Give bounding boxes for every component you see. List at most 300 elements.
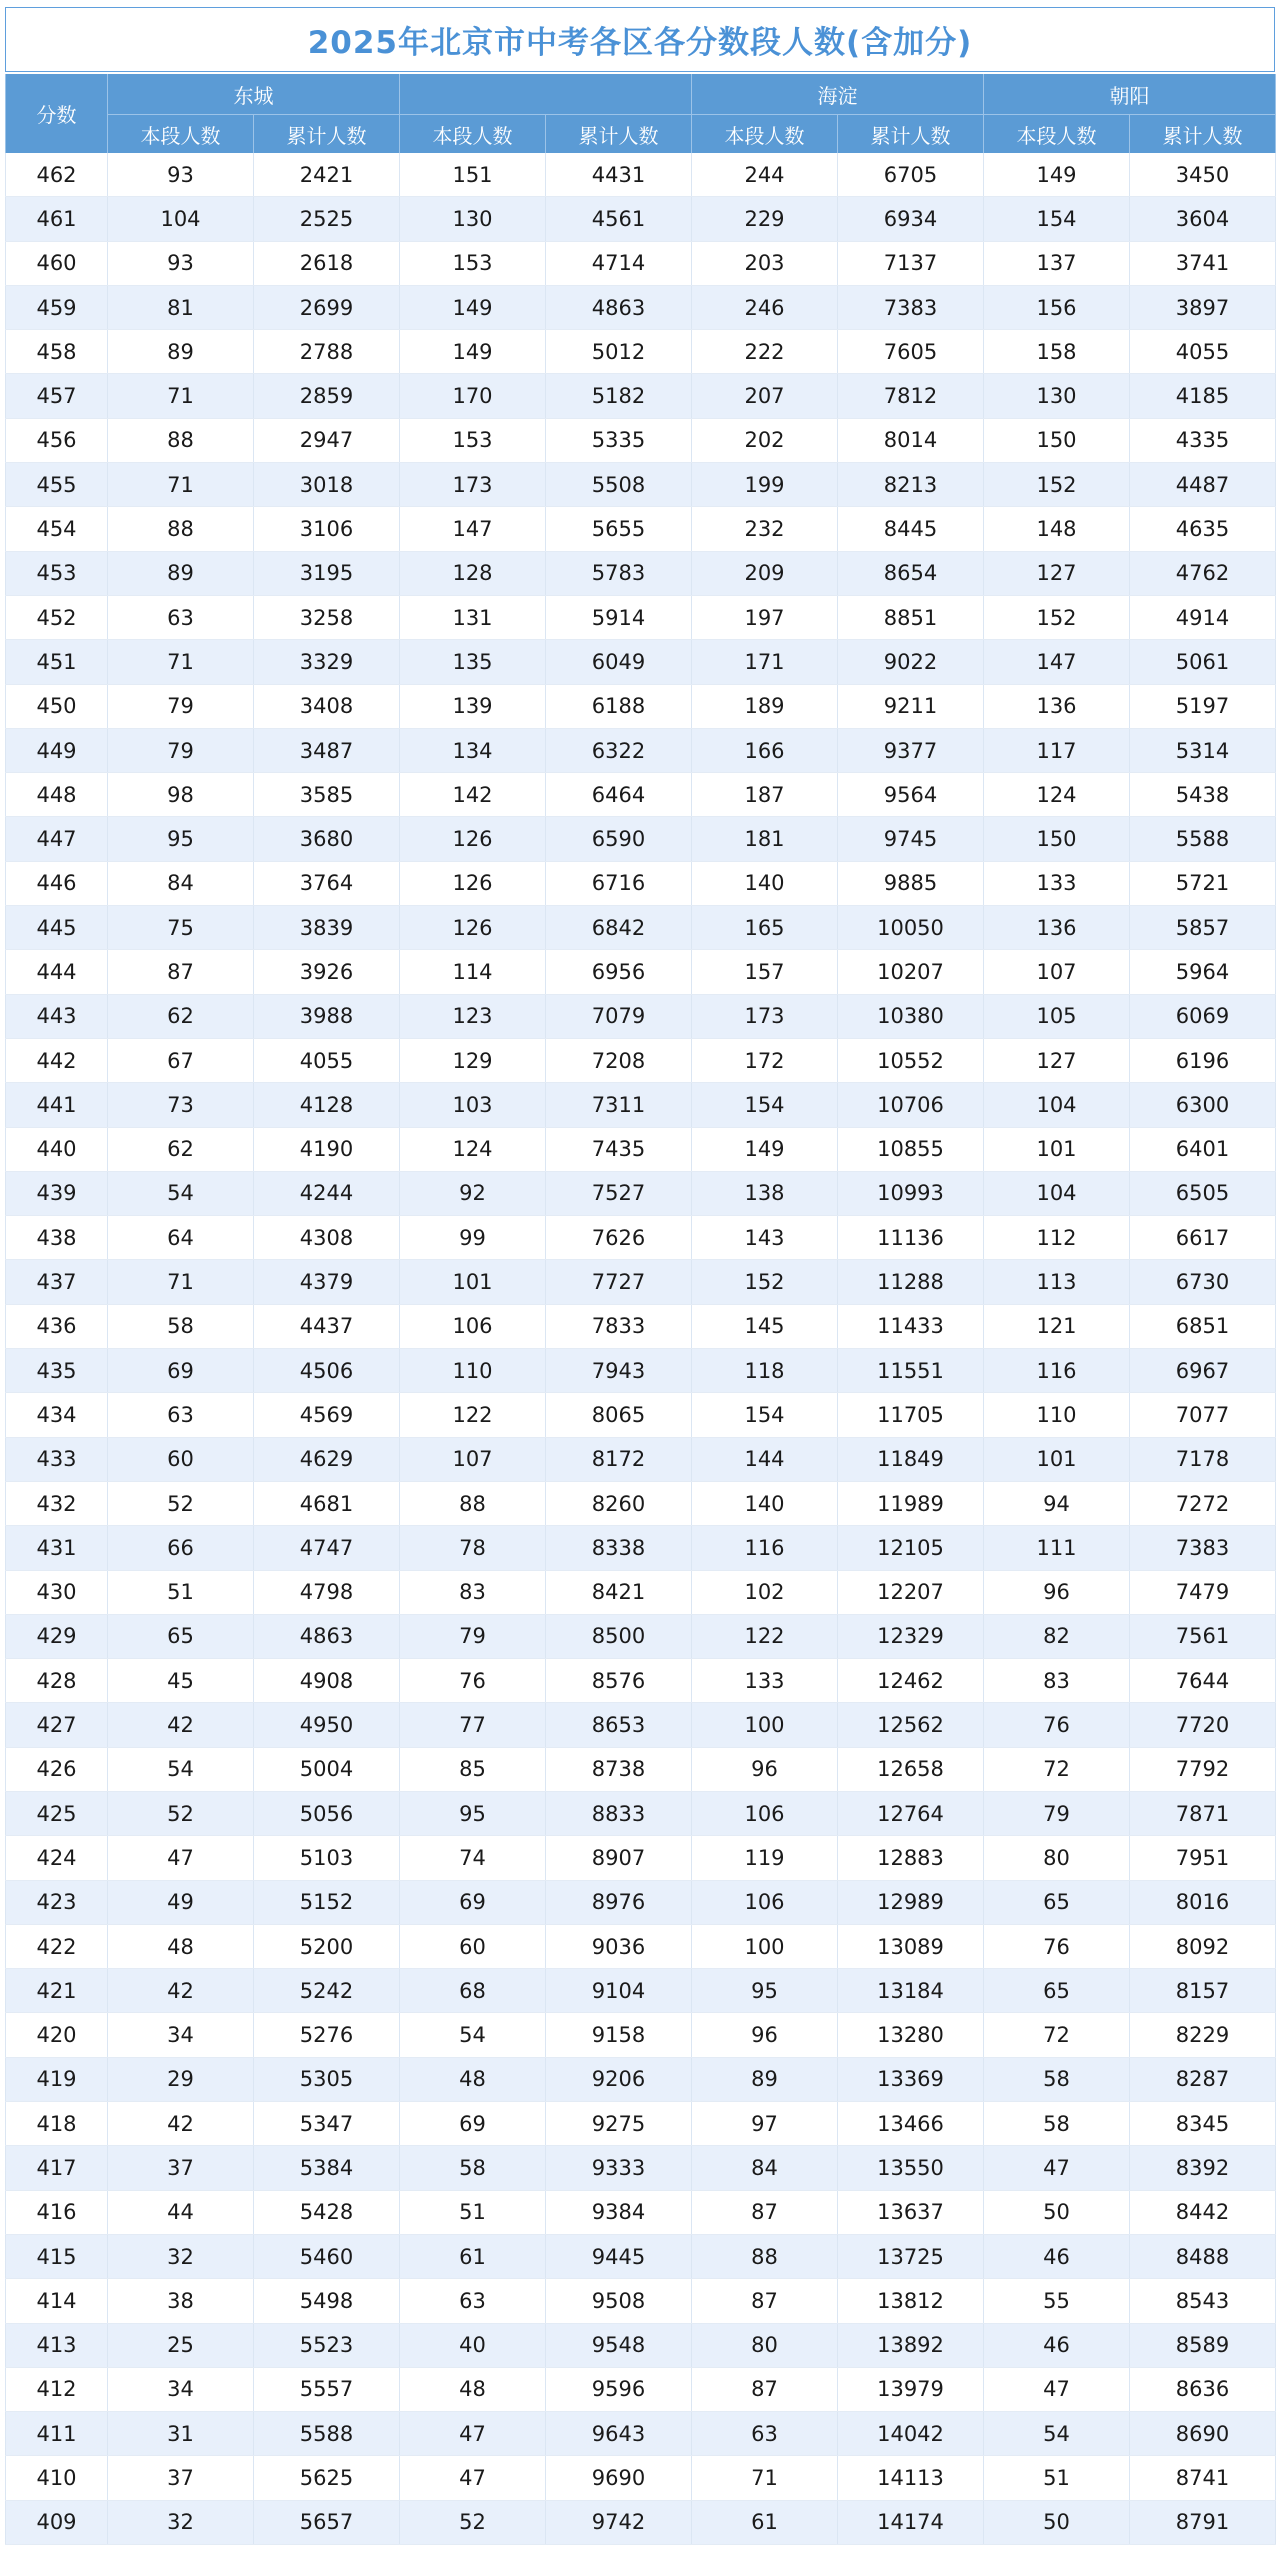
- district2-segment-cell: 103: [400, 1083, 546, 1127]
- district2-cumulative-cell: 6049: [546, 640, 692, 684]
- district2-cumulative-cell: 8065: [546, 1393, 692, 1437]
- score-cell: 413: [6, 2323, 108, 2367]
- table-row: [6, 1880, 1276, 1924]
- table-row: [6, 1437, 1276, 1481]
- chaoyang-cumulative-cell: 3897: [1130, 285, 1276, 329]
- district2-cumulative-cell: 6590: [546, 817, 692, 861]
- haidian-cumulative-cell: 12764: [838, 1791, 984, 1835]
- dongcheng-segment-cell: 52: [108, 1481, 254, 1525]
- chaoyang-segment-cell: 158: [984, 330, 1130, 374]
- district2-cumulative-cell: 7527: [546, 1171, 692, 1215]
- table-row: [6, 2367, 1276, 2411]
- district2-cumulative-cell: 9643: [546, 2412, 692, 2456]
- score-cell: 422: [6, 1924, 108, 1968]
- chaoyang-segment-cell: 76: [984, 1924, 1130, 1968]
- chaoyang-segment-cell: 50: [984, 2500, 1130, 2544]
- score-cell: 428: [6, 1659, 108, 1703]
- dongcheng-segment-cell: 52: [108, 1791, 254, 1835]
- chaoyang-segment-cell: 112: [984, 1216, 1130, 1260]
- dongcheng-cumulative-cell: 4244: [254, 1171, 400, 1215]
- district2-cumulative-cell: 9596: [546, 2367, 692, 2411]
- haidian-segment-cell: 80: [692, 2323, 838, 2367]
- table-row: [6, 374, 1276, 418]
- dongcheng-cumulative-cell: 2859: [254, 374, 400, 418]
- dongcheng-cumulative-cell: 5498: [254, 2279, 400, 2323]
- haidian-segment-cell: 171: [692, 640, 838, 684]
- score-cell: 461: [6, 197, 108, 241]
- chaoyang-segment-cell: 152: [984, 463, 1130, 507]
- dongcheng-cumulative-cell: 4629: [254, 1437, 400, 1481]
- haidian-cumulative-cell: 10993: [838, 1171, 984, 1215]
- haidian-cumulative-cell: 11433: [838, 1304, 984, 1348]
- chaoyang-cumulative-cell: 6730: [1130, 1260, 1276, 1304]
- score-cell: 458: [6, 330, 108, 374]
- table-row: [6, 285, 1276, 329]
- dongcheng-cumulative-cell: 2699: [254, 285, 400, 329]
- chaoyang-cumulative-cell: 8690: [1130, 2412, 1276, 2456]
- haidian-cumulative-cell: 11989: [838, 1481, 984, 1525]
- chaoyang-segment-cell: 80: [984, 1836, 1130, 1880]
- district2-cumulative-cell: 9508: [546, 2279, 692, 2323]
- table-row: [6, 1791, 1276, 1835]
- haidian-cumulative-cell: 12562: [838, 1703, 984, 1747]
- haidian-segment-cell: 154: [692, 1393, 838, 1437]
- dongcheng-cumulative-cell: 5384: [254, 2146, 400, 2190]
- dongcheng-segment-cell: 63: [108, 595, 254, 639]
- haidian-cumulative-cell: 10706: [838, 1083, 984, 1127]
- chaoyang-cumulative-cell: 4914: [1130, 595, 1276, 639]
- district2-cumulative-cell: 8172: [546, 1437, 692, 1481]
- dongcheng-cumulative-cell: 5588: [254, 2412, 400, 2456]
- chaoyang-segment-cell: 101: [984, 1127, 1130, 1171]
- haidian-segment-cell: 87: [692, 2279, 838, 2323]
- dongcheng-segment-cell: 65: [108, 1614, 254, 1658]
- dongcheng-segment-cell: 69: [108, 1349, 254, 1393]
- dongcheng-cumulative-cell: 2788: [254, 330, 400, 374]
- haidian-segment-cell: 154: [692, 1083, 838, 1127]
- dongcheng-segment-cell: 71: [108, 640, 254, 684]
- chaoyang-cumulative-cell: 8392: [1130, 2146, 1276, 2190]
- table-row: [6, 551, 1276, 595]
- district2-cumulative-cell: 8833: [546, 1791, 692, 1835]
- chaoyang-segment-cell: 121: [984, 1304, 1130, 1348]
- dongcheng-segment-cell: 38: [108, 2279, 254, 2323]
- haidian-segment-cell: 140: [692, 1481, 838, 1525]
- haidian-segment-cell: 96: [692, 1747, 838, 1791]
- chaoyang-cumulative-cell: 6069: [1130, 994, 1276, 1038]
- haidian-cumulative-cell: 14042: [838, 2412, 984, 2456]
- dongcheng-segment-cell: 64: [108, 1216, 254, 1260]
- district2-cumulative-cell: 4714: [546, 241, 692, 285]
- chaoyang-cumulative-cell: 6196: [1130, 1038, 1276, 1082]
- chaoyang-cumulative-cell: 6967: [1130, 1349, 1276, 1393]
- chaoyang-cumulative-cell: 8589: [1130, 2323, 1276, 2367]
- dongcheng-cumulative-cell: 4437: [254, 1304, 400, 1348]
- chaoyang-segment-cell: 150: [984, 418, 1130, 462]
- district2-segment-cell: 139: [400, 684, 546, 728]
- chaoyang-segment-cell: 105: [984, 994, 1130, 1038]
- district2-cumulative-cell: 9206: [546, 2057, 692, 2101]
- haidian-cumulative-cell: 13550: [838, 2146, 984, 2190]
- table-row: [6, 994, 1276, 1038]
- dongcheng-segment-cell: 66: [108, 1526, 254, 1570]
- chaoyang-segment-cell: 133: [984, 861, 1130, 905]
- dongcheng-cumulative-cell: 2947: [254, 418, 400, 462]
- chaoyang-segment-cell: 54: [984, 2412, 1130, 2456]
- dongcheng-segment-cell: 29: [108, 2057, 254, 2101]
- dongcheng-cumulative-cell: 4055: [254, 1038, 400, 1082]
- district2-cumulative-cell: 5783: [546, 551, 692, 595]
- haidian-cumulative-cell: 9377: [838, 728, 984, 772]
- chaoyang-cumulative-cell: 5314: [1130, 728, 1276, 772]
- table-row: [6, 1083, 1276, 1127]
- chaoyang-cumulative-cell: 8345: [1130, 2102, 1276, 2146]
- chaoyang-cumulative-cell: 7871: [1130, 1791, 1276, 1835]
- haidian-cumulative-cell: 12883: [838, 1836, 984, 1880]
- haidian-segment-cell: 207: [692, 374, 838, 418]
- dongcheng-segment-cell: 67: [108, 1038, 254, 1082]
- score-cell: 425: [6, 1791, 108, 1835]
- district2-segment-cell: 74: [400, 1836, 546, 1880]
- score-cell: 411: [6, 2412, 108, 2456]
- haidian-cumulative-cell: 7812: [838, 374, 984, 418]
- haidian-cumulative-cell: 12329: [838, 1614, 984, 1658]
- table-row: [6, 2456, 1276, 2500]
- dongcheng-segment-cell: 42: [108, 1969, 254, 2013]
- dongcheng-cumulative-cell: 5347: [254, 2102, 400, 2146]
- dongcheng-segment-cell: 25: [108, 2323, 254, 2367]
- chaoyang-cumulative-cell: 8016: [1130, 1880, 1276, 1924]
- chaoyang-segment-cell: 82: [984, 1614, 1130, 1658]
- dongcheng-segment-cell: 71: [108, 463, 254, 507]
- haidian-cumulative-cell: 11705: [838, 1393, 984, 1437]
- sub-header-cumulative-count: 累计人数: [1130, 115, 1276, 154]
- district2-cumulative-cell: 8260: [546, 1481, 692, 1525]
- district2-segment-cell: 107: [400, 1437, 546, 1481]
- table-row: [6, 595, 1276, 639]
- sub-header-cumulative-count: 累计人数: [546, 115, 692, 154]
- dongcheng-cumulative-cell: 2618: [254, 241, 400, 285]
- dongcheng-segment-cell: 62: [108, 1127, 254, 1171]
- district2-segment-cell: 101: [400, 1260, 546, 1304]
- haidian-cumulative-cell: 11551: [838, 1349, 984, 1393]
- district2-segment-cell: 40: [400, 2323, 546, 2367]
- dongcheng-segment-cell: 44: [108, 2190, 254, 2234]
- district2-cumulative-cell: 4561: [546, 197, 692, 241]
- dongcheng-cumulative-cell: 3585: [254, 773, 400, 817]
- dongcheng-cumulative-cell: 3106: [254, 507, 400, 551]
- table-row: [6, 2013, 1276, 2057]
- district2-cumulative-cell: 6956: [546, 950, 692, 994]
- score-cell: 416: [6, 2190, 108, 2234]
- table-row: [6, 1393, 1276, 1437]
- score-cell: 423: [6, 1880, 108, 1924]
- dongcheng-cumulative-cell: 5276: [254, 2013, 400, 2057]
- haidian-segment-cell: 197: [692, 595, 838, 639]
- dongcheng-cumulative-cell: 3764: [254, 861, 400, 905]
- chaoyang-cumulative-cell: 8442: [1130, 2190, 1276, 2234]
- score-cell: 447: [6, 817, 108, 861]
- score-cell: 435: [6, 1349, 108, 1393]
- score-cell: 439: [6, 1171, 108, 1215]
- dongcheng-cumulative-cell: 3988: [254, 994, 400, 1038]
- haidian-segment-cell: 95: [692, 1969, 838, 2013]
- chaoyang-segment-cell: 58: [984, 2102, 1130, 2146]
- chaoyang-cumulative-cell: 4762: [1130, 551, 1276, 595]
- district2-segment-cell: 130: [400, 197, 546, 241]
- dongcheng-segment-cell: 73: [108, 1083, 254, 1127]
- haidian-segment-cell: 166: [692, 728, 838, 772]
- dongcheng-segment-cell: 98: [108, 773, 254, 817]
- chaoyang-cumulative-cell: 8092: [1130, 1924, 1276, 1968]
- district2-segment-cell: 63: [400, 2279, 546, 2323]
- chaoyang-segment-cell: 147: [984, 640, 1130, 684]
- score-cell: 448: [6, 773, 108, 817]
- dongcheng-segment-cell: 79: [108, 728, 254, 772]
- dongcheng-segment-cell: 95: [108, 817, 254, 861]
- chaoyang-cumulative-cell: 6401: [1130, 1127, 1276, 1171]
- score-cell: 433: [6, 1437, 108, 1481]
- dongcheng-cumulative-cell: 4908: [254, 1659, 400, 1703]
- score-cell: 431: [6, 1526, 108, 1570]
- table-row: [6, 1127, 1276, 1171]
- table-row: [6, 728, 1276, 772]
- district2-segment-cell: 60: [400, 1924, 546, 1968]
- chaoyang-segment-cell: 110: [984, 1393, 1130, 1437]
- district2-segment-cell: 149: [400, 285, 546, 329]
- district2-cumulative-cell: 5914: [546, 595, 692, 639]
- chaoyang-cumulative-cell: 6617: [1130, 1216, 1276, 1260]
- dongcheng-cumulative-cell: 2421: [254, 153, 400, 197]
- district2-cumulative-cell: 8653: [546, 1703, 692, 1747]
- chaoyang-cumulative-cell: 5061: [1130, 640, 1276, 684]
- district2-segment-cell: 114: [400, 950, 546, 994]
- table-row: [6, 507, 1276, 551]
- haidian-cumulative-cell: 13184: [838, 1969, 984, 2013]
- chaoyang-segment-cell: 79: [984, 1791, 1130, 1835]
- score-cell: 444: [6, 950, 108, 994]
- score-cell: 459: [6, 285, 108, 329]
- haidian-segment-cell: 106: [692, 1791, 838, 1835]
- dongcheng-cumulative-cell: 5523: [254, 2323, 400, 2367]
- haidian-cumulative-cell: 9564: [838, 773, 984, 817]
- dongcheng-cumulative-cell: 3487: [254, 728, 400, 772]
- dongcheng-segment-cell: 58: [108, 1304, 254, 1348]
- district2-segment-cell: 134: [400, 728, 546, 772]
- table-row: [6, 463, 1276, 507]
- haidian-segment-cell: 187: [692, 773, 838, 817]
- haidian-segment-cell: 173: [692, 994, 838, 1038]
- district2-cumulative-cell: 7626: [546, 1216, 692, 1260]
- dongcheng-segment-cell: 42: [108, 2102, 254, 2146]
- dongcheng-segment-cell: 34: [108, 2367, 254, 2411]
- score-cell: 426: [6, 1747, 108, 1791]
- haidian-segment-cell: 152: [692, 1260, 838, 1304]
- table-row: [6, 1260, 1276, 1304]
- haidian-segment-cell: 149: [692, 1127, 838, 1171]
- score-cell: 440: [6, 1127, 108, 1171]
- table-row: [6, 817, 1276, 861]
- table-row: [6, 1481, 1276, 1525]
- haidian-cumulative-cell: 7137: [838, 241, 984, 285]
- haidian-segment-cell: 106: [692, 1880, 838, 1924]
- dongcheng-cumulative-cell: 5428: [254, 2190, 400, 2234]
- haidian-cumulative-cell: 12105: [838, 1526, 984, 1570]
- dongcheng-segment-cell: 87: [108, 950, 254, 994]
- score-cell: 462: [6, 153, 108, 197]
- sub-header-cumulative-count: 累计人数: [254, 115, 400, 154]
- haidian-segment-cell: 222: [692, 330, 838, 374]
- table-row: [6, 640, 1276, 684]
- haidian-segment-cell: 133: [692, 1659, 838, 1703]
- district2-segment-cell: 106: [400, 1304, 546, 1348]
- chaoyang-cumulative-cell: 5857: [1130, 906, 1276, 950]
- district2-segment-cell: 68: [400, 1969, 546, 2013]
- table-row: [6, 2412, 1276, 2456]
- chaoyang-segment-cell: 47: [984, 2146, 1130, 2190]
- dongcheng-segment-cell: 71: [108, 1260, 254, 1304]
- table-row: [6, 153, 1276, 197]
- chaoyang-segment-cell: 136: [984, 684, 1130, 728]
- haidian-segment-cell: 144: [692, 1437, 838, 1481]
- chaoyang-segment-cell: 65: [984, 1880, 1130, 1924]
- haidian-cumulative-cell: 12207: [838, 1570, 984, 1614]
- district2-cumulative-cell: 5508: [546, 463, 692, 507]
- chaoyang-cumulative-cell: 8157: [1130, 1969, 1276, 2013]
- table-row: [6, 1038, 1276, 1082]
- district2-cumulative-cell: 4863: [546, 285, 692, 329]
- chaoyang-segment-cell: 116: [984, 1349, 1130, 1393]
- haidian-cumulative-cell: 6934: [838, 197, 984, 241]
- haidian-segment-cell: 87: [692, 2190, 838, 2234]
- haidian-segment-cell: 199: [692, 463, 838, 507]
- sub-header-segment-count: 本段人数: [692, 115, 838, 154]
- district2-cumulative-cell: 6322: [546, 728, 692, 772]
- dongcheng-segment-cell: 81: [108, 285, 254, 329]
- table-row: [6, 2146, 1276, 2190]
- haidian-segment-cell: 244: [692, 153, 838, 197]
- dongcheng-cumulative-cell: 3408: [254, 684, 400, 728]
- dongcheng-cumulative-cell: 3018: [254, 463, 400, 507]
- dongcheng-cumulative-cell: 5557: [254, 2367, 400, 2411]
- chaoyang-cumulative-cell: 7720: [1130, 1703, 1276, 1747]
- chaoyang-segment-cell: 94: [984, 1481, 1130, 1525]
- dongcheng-cumulative-cell: 5625: [254, 2456, 400, 2500]
- district2-segment-cell: 77: [400, 1703, 546, 1747]
- haidian-cumulative-cell: 8654: [838, 551, 984, 595]
- sub-header-segment-count: 本段人数: [984, 115, 1130, 154]
- dongcheng-cumulative-cell: 3926: [254, 950, 400, 994]
- table-body: [6, 153, 1276, 2545]
- table-row: [6, 1703, 1276, 1747]
- dongcheng-cumulative-cell: 4569: [254, 1393, 400, 1437]
- dongcheng-segment-cell: 51: [108, 1570, 254, 1614]
- dongcheng-segment-cell: 89: [108, 551, 254, 595]
- haidian-segment-cell: 88: [692, 2234, 838, 2278]
- haidian-segment-cell: 157: [692, 950, 838, 994]
- district2-cumulative-cell: 7079: [546, 994, 692, 1038]
- chaoyang-cumulative-cell: 4487: [1130, 463, 1276, 507]
- score-cell: 417: [6, 2146, 108, 2190]
- haidian-cumulative-cell: 13466: [838, 2102, 984, 2146]
- haidian-cumulative-cell: 13725: [838, 2234, 984, 2278]
- haidian-segment-cell: 116: [692, 1526, 838, 1570]
- table-row: [6, 1659, 1276, 1703]
- table-row: [6, 2234, 1276, 2278]
- table-row: [6, 2190, 1276, 2234]
- dongcheng-cumulative-cell: 4681: [254, 1481, 400, 1525]
- haidian-cumulative-cell: 7605: [838, 330, 984, 374]
- score-cell: 443: [6, 994, 108, 1038]
- district2-segment-cell: 126: [400, 861, 546, 905]
- district2-segment-cell: 173: [400, 463, 546, 507]
- score-cell: 420: [6, 2013, 108, 2057]
- score-cell: 460: [6, 241, 108, 285]
- dongcheng-cumulative-cell: 3329: [254, 640, 400, 684]
- dongcheng-segment-cell: 89: [108, 330, 254, 374]
- haidian-cumulative-cell: 14113: [838, 2456, 984, 2500]
- district2-segment-cell: 48: [400, 2057, 546, 2101]
- haidian-segment-cell: 118: [692, 1349, 838, 1393]
- dongcheng-cumulative-cell: 4747: [254, 1526, 400, 1570]
- chaoyang-cumulative-cell: 8741: [1130, 2456, 1276, 2500]
- chaoyang-cumulative-cell: 7272: [1130, 1481, 1276, 1525]
- score-cell: 442: [6, 1038, 108, 1082]
- haidian-cumulative-cell: 9022: [838, 640, 984, 684]
- haidian-segment-cell: 97: [692, 2102, 838, 2146]
- dongcheng-segment-cell: 62: [108, 994, 254, 1038]
- district2-segment-cell: 54: [400, 2013, 546, 2057]
- district2-cumulative-cell: 9158: [546, 2013, 692, 2057]
- score-cell: 409: [6, 2500, 108, 2544]
- score-cell: 453: [6, 551, 108, 595]
- chaoyang-segment-cell: 96: [984, 1570, 1130, 1614]
- haidian-cumulative-cell: 13280: [838, 2013, 984, 2057]
- district2-segment-cell: 92: [400, 1171, 546, 1215]
- dongcheng-segment-cell: 104: [108, 197, 254, 241]
- score-cell: 455: [6, 463, 108, 507]
- chaoyang-cumulative-cell: 8287: [1130, 2057, 1276, 2101]
- district2-segment-cell: 153: [400, 241, 546, 285]
- chaoyang-cumulative-cell: 8543: [1130, 2279, 1276, 2323]
- haidian-segment-cell: 84: [692, 2146, 838, 2190]
- haidian-cumulative-cell: 10380: [838, 994, 984, 1038]
- haidian-segment-cell: 89: [692, 2057, 838, 2101]
- district2-segment-cell: 123: [400, 994, 546, 1038]
- haidian-segment-cell: 140: [692, 861, 838, 905]
- haidian-cumulative-cell: 9211: [838, 684, 984, 728]
- chaoyang-cumulative-cell: 3604: [1130, 197, 1276, 241]
- chaoyang-cumulative-cell: 5588: [1130, 817, 1276, 861]
- chaoyang-segment-cell: 152: [984, 595, 1130, 639]
- haidian-cumulative-cell: 14174: [838, 2500, 984, 2544]
- chaoyang-cumulative-cell: 7479: [1130, 1570, 1276, 1614]
- dongcheng-cumulative-cell: 2525: [254, 197, 400, 241]
- district2-cumulative-cell: 8738: [546, 1747, 692, 1791]
- district2-cumulative-cell: 5012: [546, 330, 692, 374]
- haidian-segment-cell: 145: [692, 1304, 838, 1348]
- district2-cumulative-cell: 6464: [546, 773, 692, 817]
- dongcheng-segment-cell: 37: [108, 2456, 254, 2500]
- haidian-segment-cell: 203: [692, 241, 838, 285]
- dongcheng-cumulative-cell: 5460: [254, 2234, 400, 2278]
- chaoyang-segment-cell: 113: [984, 1260, 1130, 1304]
- district2-segment-cell: 99: [400, 1216, 546, 1260]
- score-cell: 419: [6, 2057, 108, 2101]
- district2-cumulative-cell: 8907: [546, 1836, 692, 1880]
- chaoyang-cumulative-cell: 7383: [1130, 1526, 1276, 1570]
- dongcheng-cumulative-cell: 5305: [254, 2057, 400, 2101]
